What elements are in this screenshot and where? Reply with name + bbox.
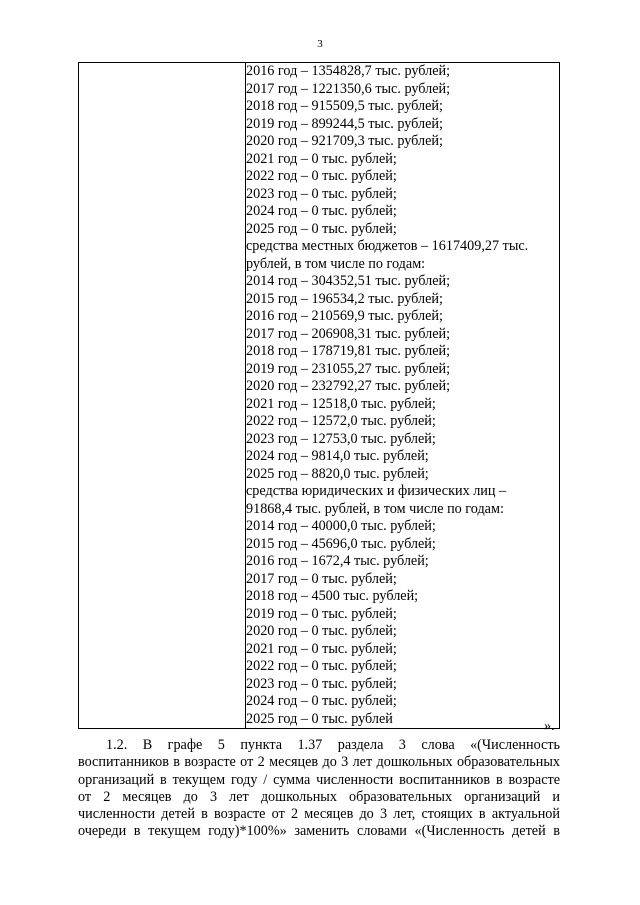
funding-line: 2017 год – 0 тыс. рублей; [246,570,397,587]
funding-line: 2016 год – 1354828,7 тыс. рублей; [246,63,451,79]
funding-line: рублей, в том числе по годам: [246,255,426,272]
funding-line: 2024 год – 9814,0 тыс. рублей; [246,448,429,464]
funding-line: 2018 год – 178719,81 тыс. рублей; [246,343,451,359]
table-cell-empty [79,63,246,729]
funding-line: 2022 год – 12572,0 тыс. рублей; [246,413,436,429]
table-cell-funding [246,63,560,729]
funding-line: 2017 год – 1221350,6 тыс. рублей; [246,80,451,97]
funding-line: 2014 год – 40000,0 тыс. рублей; [246,518,436,534]
funding-line: 2021 год – 12518,0 тыс. рублей; [246,395,436,412]
funding-line: 2018 год – 4500 тыс. рублей; [246,588,419,604]
funding-line: 2025 год – 0 тыс. рублей [246,710,393,727]
paragraph-line: от 2 месяцев до 3 лет дошкольных образовательных организаций и [78,788,560,805]
funding-line: 2016 год – 1672,4 тыс. рублей; [246,553,429,569]
funding-line: 2022 год – 0 тыс. рублей; [246,658,397,674]
funding-line: 2015 год – 196534,2 тыс. рублей; [246,290,443,307]
table-row [79,63,560,729]
funding-line: 2019 год – 231055,27 тыс. рублей; [246,360,451,377]
funding-line: 2024 год – 0 тыс. рублей; [246,693,397,709]
funding-lines [246,63,559,728]
paragraph-line: воспитанников в возрасте от 2 месяцев до 3 лет дошкольных образовательных [78,754,560,771]
funding-line: 2021 год – 0 тыс. рублей; [246,150,397,167]
paragraph-line: организаций в текущем году / сумма численности воспитанников в возрасте [78,771,560,788]
funding-line: 2022 год – 0 тыс. рублей; [246,168,397,184]
funding-line: 2019 год – 899244,5 тыс. рублей; [246,115,443,132]
funding-line: 2018 год – 915509,5 тыс. рублей; [246,98,443,114]
funding-line: 2021 год – 0 тыс. рублей; [246,640,397,657]
funding-line: 2025 год – 0 тыс. рублей; [246,220,397,237]
funding-line: 2015 год – 45696,0 тыс. рублей; [246,535,436,552]
funding-line: 2020 год – 921709,3 тыс. рублей; [246,133,443,149]
funding-line: 2020 год – 0 тыс. рублей; [246,623,397,639]
funding-line: 2023 год – 12753,0 тыс. рублей; [246,430,436,447]
funding-line: 2020 год – 232792,27 тыс. рублей; [246,378,451,394]
funding-line: 2014 год – 304352,51 тыс. рублей; [246,273,451,289]
paragraph-line: численности детей в возрасте от 2 месяцев до 3 лет, стоящих в актуальной [78,806,560,823]
funding-line: 2023 год – 0 тыс. рублей; [246,185,397,202]
paragraph-line: 1.2. В графе 5 пункта 1.37 раздела 3 слова «(Численность [106,737,560,753]
page-number: 3 [317,38,323,50]
funding-table [78,62,560,729]
closing-quote: ». [544,718,555,734]
funding-line: 2025 год – 8820,0 тыс. рублей; [246,465,429,482]
funding-line: средства местных бюджетов – 1617409,27 тыс. [246,238,529,254]
funding-line: 2016 год – 210569,9 тыс. рублей; [246,308,443,324]
funding-line: 2017 год – 206908,31 тыс. рублей; [246,325,451,342]
funding-line: 2023 год – 0 тыс. рублей; [246,675,397,692]
paragraph-line: очереди в текущем году)*100%» заменить словами «(Численность детей в [78,823,560,840]
funding-line: средства юридических и физических лиц – [246,483,507,499]
funding-line: 2019 год – 0 тыс. рублей; [246,605,397,622]
amendment-paragraph [78,737,560,841]
funding-line: 91868,4 тыс. рублей, в том числе по годам: [246,500,504,517]
funding-line: 2024 год – 0 тыс. рублей; [246,203,397,219]
